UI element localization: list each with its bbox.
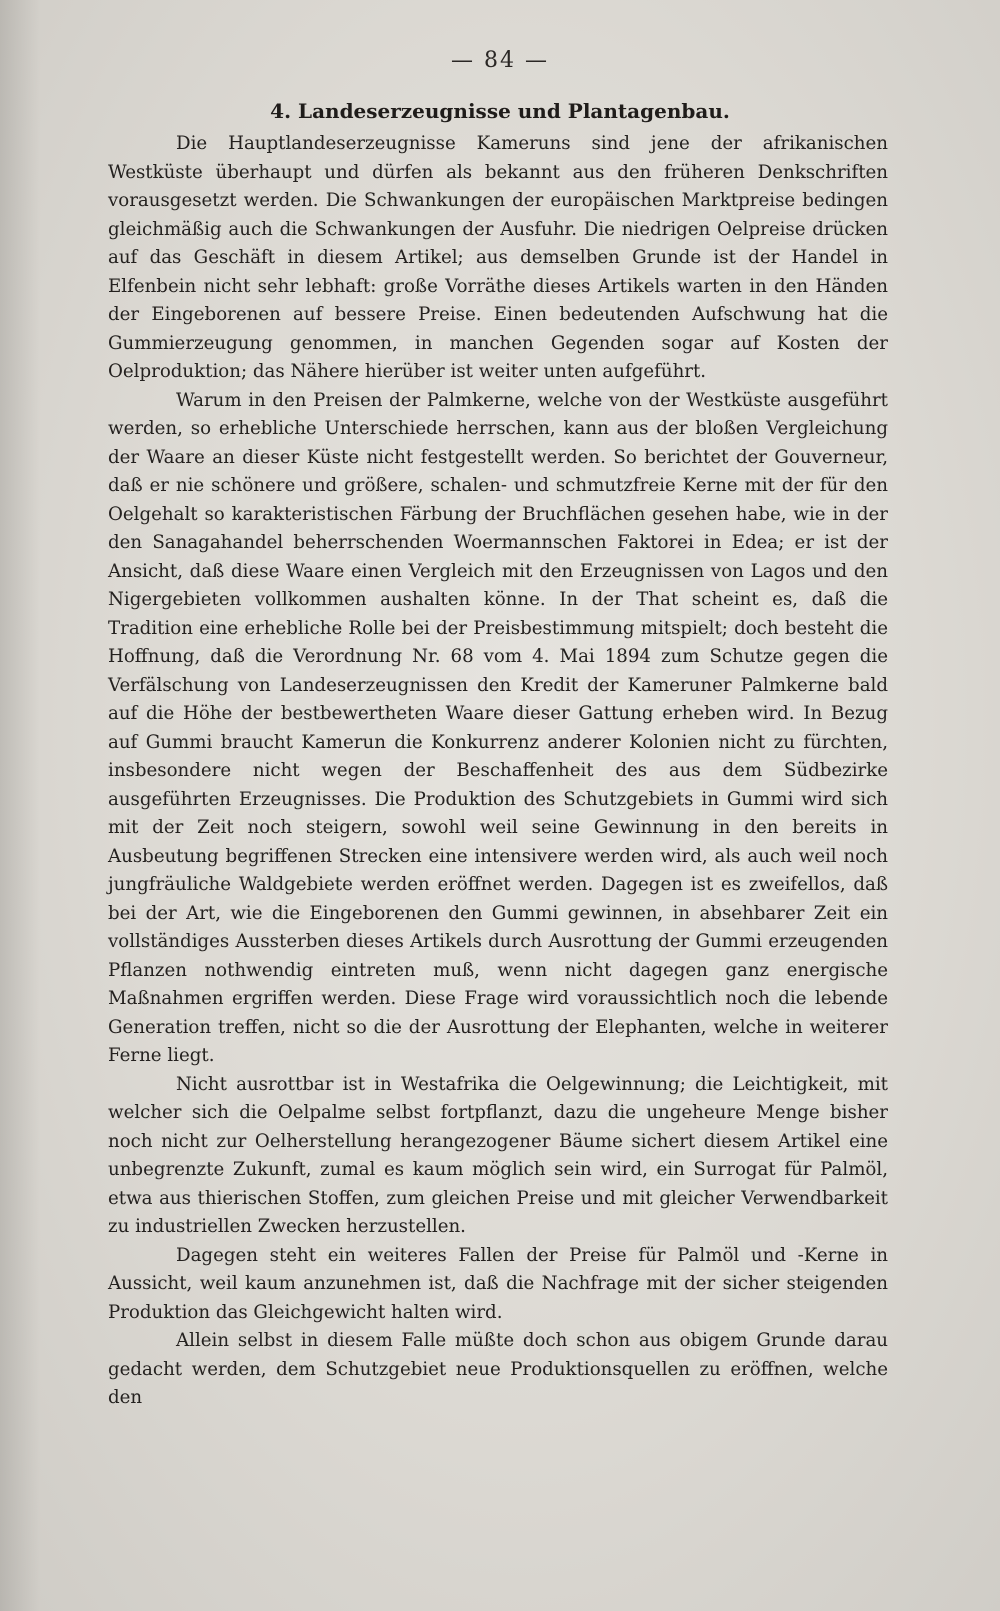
paragraph: Die Hauptlandeserzeugnisse Kameruns sind jene der afrikanischen Westküste überhaupt und dürfen als bekannt aus den früheren Denkschriften vorausgesetzt werden. Die Schwankungen der europäischen Marktpreise bedingen gleichmäßig auch die Schwankungen der Ausfuhr. Die niedrigen Oelpreise drücken auf das Geschäft in diesem Artikel; aus demselben Grunde ist der Handel in Elfenbein nicht sehr lebhaft: große Vorräthe dieses Artikels warten in den Händen der Eingeborenen auf bessere Preise. Einen bedeutenden Aufschwung hat die Gummierzeugung genommen, in manchen Gegenden sogar auf Kosten der Oelproduktion; das Nähere hierüber ist weiter unten aufgeführt. <box>108 133 888 382</box>
page-edge-shadow <box>0 0 40 1611</box>
paragraph: Dagegen steht ein weiteres Fallen der Preise für Palmöl und -Kerne in Aussicht, weil kaum anzunehmen ist, daß die Nachfrage mit der sicher steigenden Produktion das Gleichgewicht halten wird. <box>108 1244 888 1323</box>
body-text <box>108 130 888 1413</box>
paragraph: Nicht ausrottbar ist in Westafrika die Oelgewinnung; die Leichtigkeit, mit welcher sich die Oelpalme selbst fortpflanzt, dazu die ungeheure Menge bisher noch nicht zur Oelherstellung herangezogener Bäume sichert diesem Artikel eine unbegrenzte Zukunft, zumal es kaum möglich sein wird, ein Surrogat für Palmöl, etwa aus thierischen Stoffen, zum gleichen Preise und mit gleicher Verwendbarkeit zu industriellen Zwecken herzustellen. <box>108 1073 888 1237</box>
paragraph: Allein selbst in diesem Falle müßte doch schon aus obigem Grunde darau gedacht werden, dem Schutzgebiet neue Produktionsquellen zu eröffnen, welche den <box>108 1330 888 1408</box>
paragraph: Warum in den Preisen der Palmkerne, welche von der Westküste ausgeführt werden, so erhebliche Unterschiede herrschen, kann aus der bloßen Vergleichung der Waare an dieser Küste nicht festgestellt werden. So berichtet der Gouverneur, daß er nie schönere und größere, schalen- und schmutzfreie Kerne mit der für den Oelgehalt so karakteristischen Färbung der Bruchflächen gesehen habe, wie in der den Sanagahandel beherrschenden Woermannschen Faktorei in Edea; er ist der Ansicht, daß diese Waare einen Vergleich mit den Erzeugnissen von Lagos und den Nigergebieten vollkommen aushalten könne. In der That scheint es, daß die Tradition eine erhebliche Rolle bei der Preisbestimmung mitspielt; doch besteht die Hoffnung, daß die Verordnung Nr. 68 vom 4. Mai 1894 zum Schutze gegen die Verfälschung von Landeserzeugnissen den Kredit der Kameruner Palmkerne bald auf die Höhe der bestbewertheten Waare dieser Gattung erheben wird. In Bezug auf Gummi braucht Kamerun die Konkurrenz anderer Kolonien nicht zu fürchten, insbesondere nicht wegen der Beschaffenheit des aus dem Südbezirke ausgeführten Erzeugnisses. Die Produktion des Schutzgebiets in Gummi wird sich mit der Zeit noch steigern, sowohl weil seine Gewinnung in den bereits in Ausbeutung begriffenen Strecken eine intensivere werden wird, als auch weil noch jungfräuliche Waldgebiete werden eröffnet werden. Dagegen ist es zweifellos, daß bei der Art, wie die Eingeborenen den Gummi gewinnen, in absehbarer Zeit ein vollständiges Aussterben dieses Artikels durch Ausrottung der Gummi erzeugenden Pflanzen nothwendig eintreten muß, wenn nicht dagegen ganz energische Maßnahmen ergriffen werden. Diese Frage wird voraussichtlich noch die lebende Generation treffen, nicht so die der Ausrottung der Elephanten, welche in weiterer Ferne liegt. <box>108 389 888 1066</box>
section-title: 4. Landeserzeugnisse und Plantagenbau. <box>270 99 730 123</box>
page-number: — 84 — <box>451 48 549 73</box>
